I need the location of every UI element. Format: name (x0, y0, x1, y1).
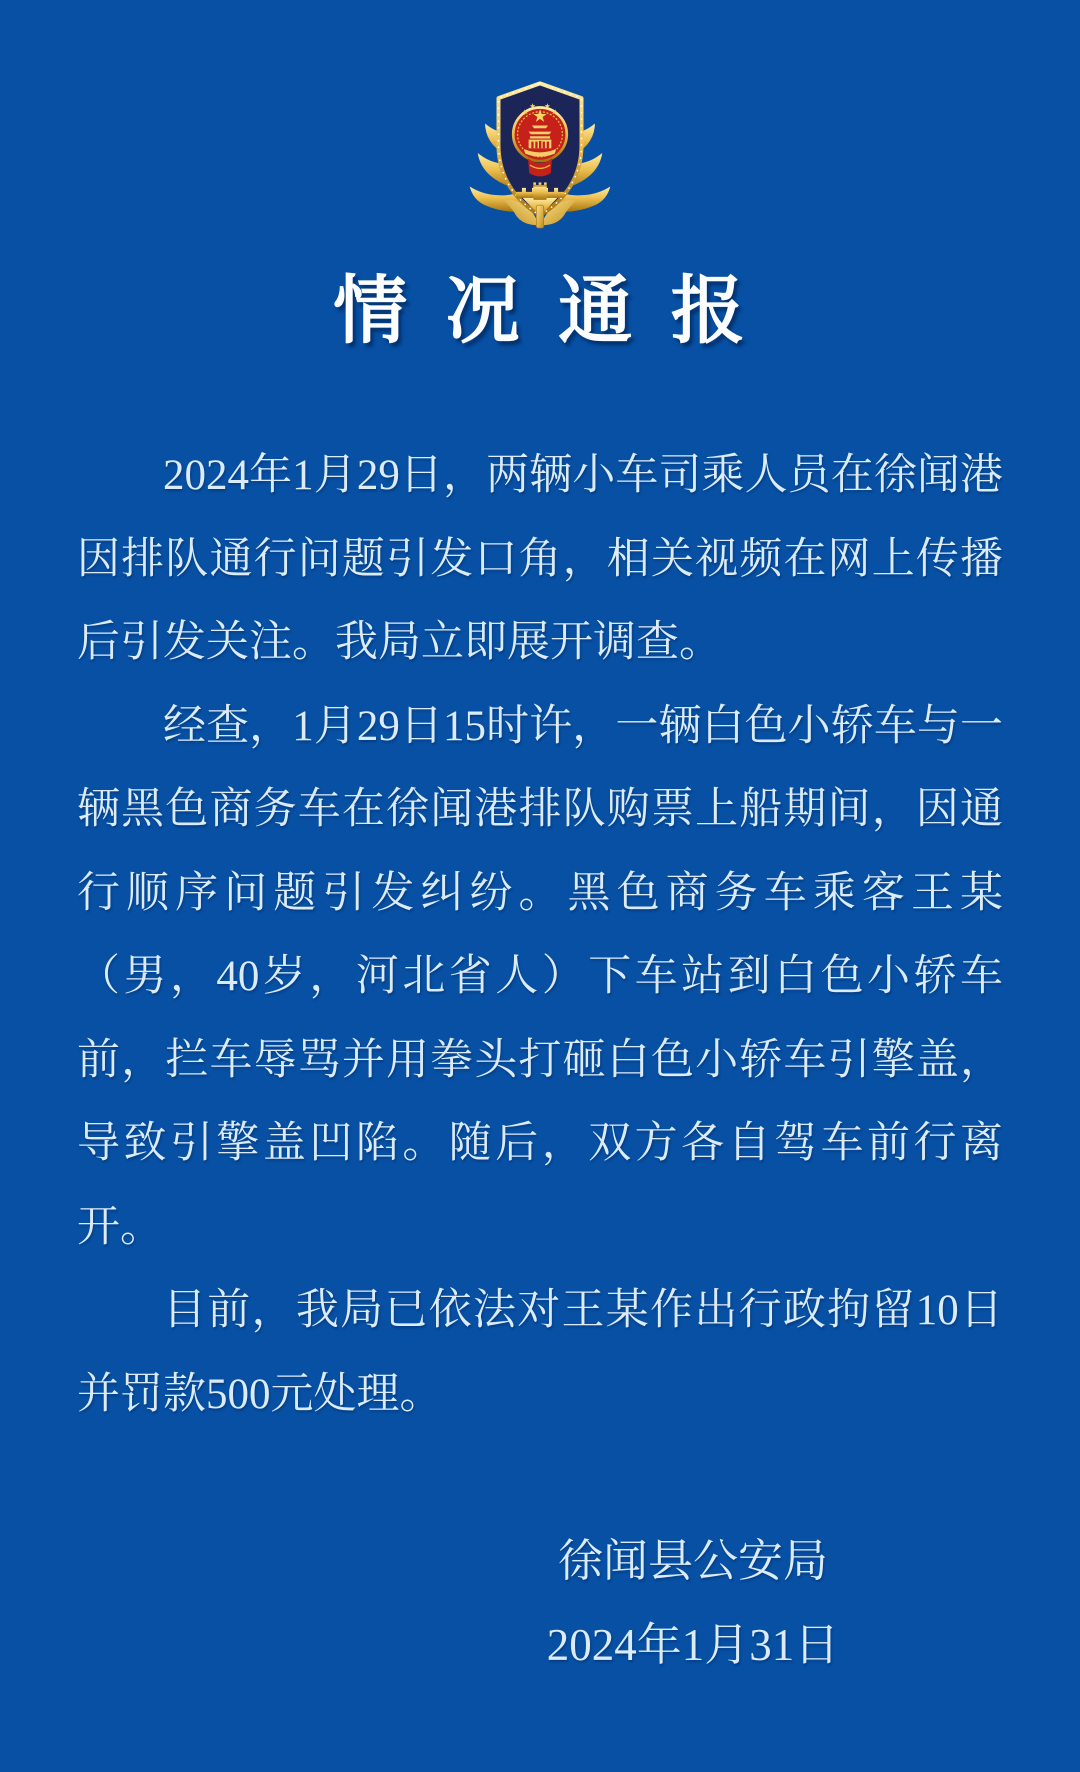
body-line: 前，拦车辱骂并用拳头打砸白色小轿车引擎盖， (77, 1036, 1003, 1084)
body-line: 因排队通行问题引发口角，相关视频在网上传播 (77, 535, 1003, 583)
agency-name: 徐闻县公安局 (557, 1536, 828, 1586)
police-badge-icon (466, 74, 614, 232)
body-line: 开。 (77, 1203, 163, 1251)
publish-date: 2024年1月31日 (546, 1619, 840, 1670)
body-line: 并罚款500元处理。 (77, 1370, 443, 1418)
body-line: 2024年1月29日，两辆小车司乘人员在徐闻港 (163, 452, 1003, 499)
body-line: 目前，我局已依法对王某作出行政拘留10日 (163, 1287, 1003, 1334)
body-line: （男，40岁，河北省人）下车站到白色小轿车 (77, 953, 1003, 1000)
body-line: 行顺序问题引发纠纷。黑色商务车乘客王某 (77, 869, 1003, 917)
body-line: 导致引擎盖凹陷。随后，双方各自驾车前行离 (77, 1120, 1003, 1167)
body-line: 辆黑色商务车在徐闻港排队购票上船期间，因通 (77, 786, 1003, 833)
body-line: 后引发关注。我局立即展开调查。 (77, 619, 722, 666)
body-line: 经查，1月29日15时许，一辆白色小轿车与一 (163, 702, 1003, 750)
paragraph-3 (77, 1269, 1003, 1436)
signature-block (443, 1520, 943, 1687)
paragraph-2 (77, 685, 1003, 1270)
notice-title: 情 况 通 报 (333, 271, 747, 353)
paragraph-1 (77, 434, 1003, 685)
notice-body (77, 434, 1003, 1436)
